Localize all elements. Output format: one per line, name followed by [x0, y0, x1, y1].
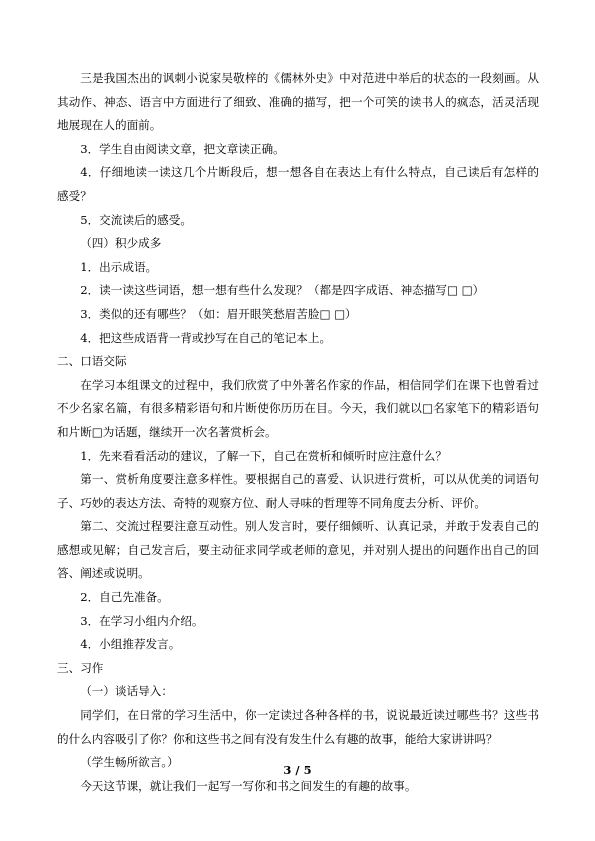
paragraph-idiom-2: 2．读一读这些词语，想一想有些什么发现？（都是四字成语、神态描写□ □）: [80, 283, 485, 298]
paragraph-writing-intro: 同学们，在日常的学习生活中，你一定读过各种各样的书，说说最近读过哪些书？这些书的什么内容吸引了你？你和这些书之间有没有发生什么有趣的故事，能给大家讲讲吗？: [57, 708, 539, 746]
subheading-accumulate: （四）积少成多: [80, 236, 162, 251]
paragraph-idiom-3: 3．类似的还有哪些？（如：眉开眼笑愁眉苦脸□ □）: [80, 306, 357, 321]
paragraph-oral-4: 4．小组推荐发言。: [80, 637, 181, 652]
paragraph-fanjin: 三是我国杰出的讽刺小说家吴敬梓的《儒林外史》中对范进中举后的状态的一段刻画。从其动作、神态、语言中方面进行了细致、准确的描写，把一个可笑的读书人的疯态，活灵活现地展现在人的面前。: [57, 71, 539, 133]
paragraph-oral-2: 2．自己先准备。: [80, 590, 169, 605]
paragraph-oral-1: 1．先来看看活动的建议，了解一下，自己在赏析和倾听时应注意什么？: [80, 448, 447, 463]
paragraph-step-3: 3．学生自由阅读文章，把文章读正确。: [80, 141, 285, 156]
paragraph-step-4: 4．仔细地读一读这几个片断段后，想一想各自在表达上有什么特点，自己读后有怎样的感受？: [57, 165, 539, 203]
paragraph-oral-first: 第一、赏析角度要注意多样性。要根据自己的喜爱、认识进行赏析，可以从优美的词语句子、巧妙的表达方法、奇特的观察方位、耐人寻味的哲理等不同角度去分析、评价。: [57, 472, 539, 510]
paragraph-idiom-4: 4．把这些成语背一背或抄写在自己的笔记本上。: [80, 330, 332, 345]
paragraph-oral-second: 第二、交流过程要注意互动性。别人发言时，要仔细倾听、认真记录，并敢于发表自己的感想或见解；自己发言后，要主动征求同学或老师的意见，并对别人提出的问题作出自己的回答、阐述或说明。: [57, 519, 539, 581]
section-heading-oral: 二、口语交际: [57, 354, 127, 369]
page-number: 3 / 5: [283, 763, 312, 777]
paragraph-oral-intro: 在学习本组课文的过程中，我们欣赏了中外著名作家的作品，相信同学们在课下也曾看过不少名家名篇，有很多精彩语句和片断使你历历在目。今天，我们就以□名家笔下的精彩语句和片断□为话题，继续开一次名著赏析会。: [57, 377, 539, 439]
paragraph-idiom-1: 1．出示成语。: [80, 259, 158, 274]
paragraph-step-5: 5．交流读后的感受。: [80, 212, 192, 227]
subheading-talk-intro: （一）谈话导入：: [80, 684, 173, 699]
paragraph-writing-task: 今天这节课，就让我们一起写一写你和书之间发生的有趣的故事。: [80, 778, 417, 793]
document-body: [57, 67, 539, 798]
paragraph-students-speak: （学生畅所欲言。）: [80, 755, 179, 770]
paragraph-oral-3: 3．在学习小组内介绍。: [80, 613, 204, 628]
section-heading-writing: 三、习作: [57, 660, 104, 675]
